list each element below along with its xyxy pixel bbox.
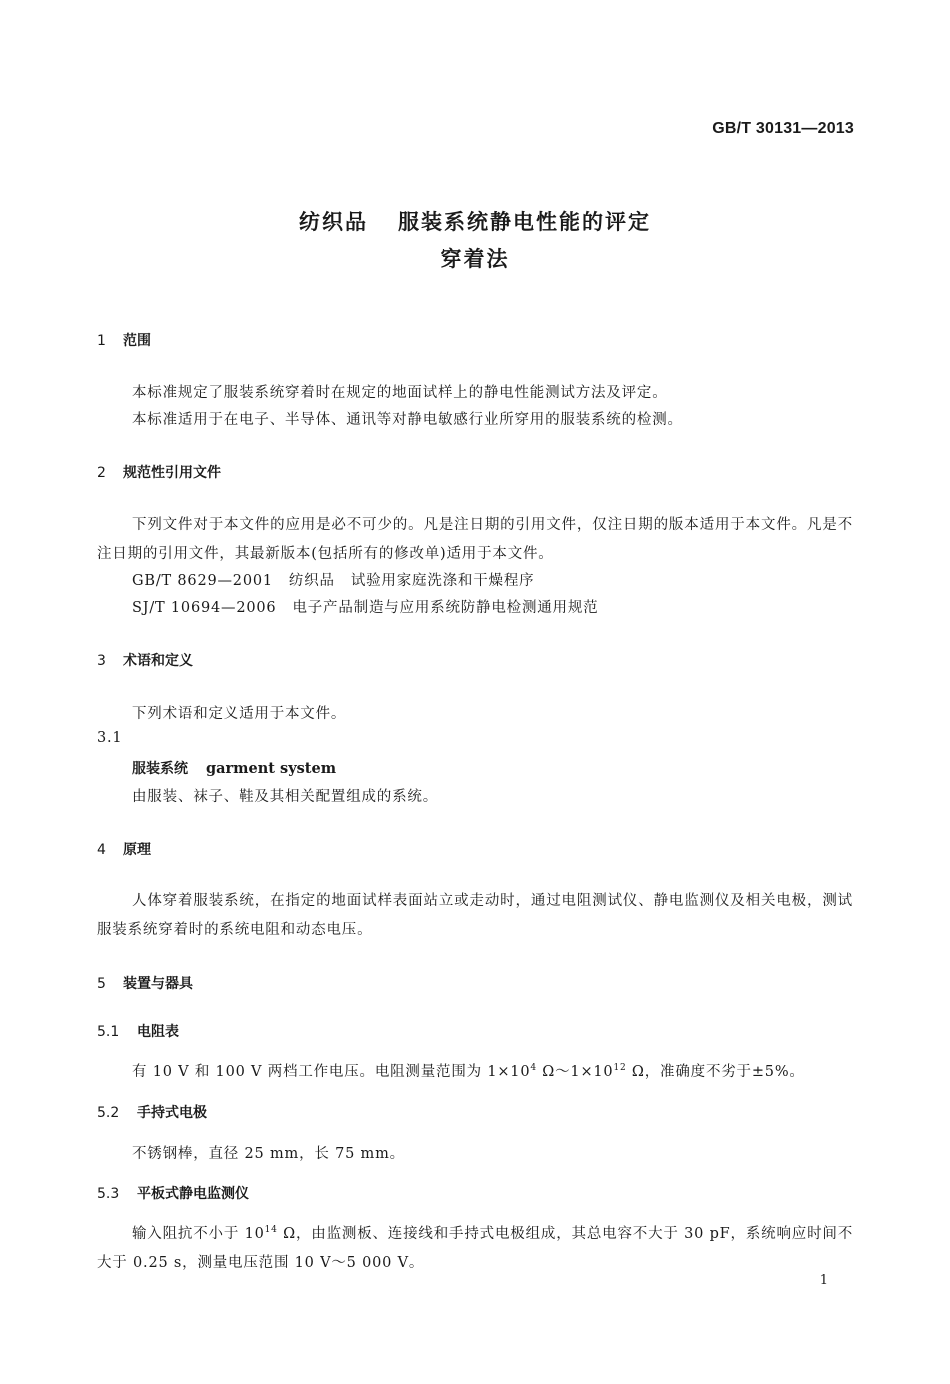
section-3-heading: 3 术语和定义 xyxy=(97,653,193,669)
term-english: garment system xyxy=(206,760,337,777)
subsection-5-3-heading: 5.3 平板式静电监测仪 xyxy=(97,1186,249,1202)
section-2-heading: 2 规范性引用文件 xyxy=(97,465,221,481)
section-4-paragraph: 人体穿着服装系统，在指定的地面试样表面站立或走动时，通过电阻测试仪、静电监测仪及相关电极，测试服装系统穿着时的系统电阻和动态电压。 xyxy=(97,893,853,938)
document-subtitle: 穿着法 xyxy=(440,247,510,271)
document-title xyxy=(0,206,950,236)
subsection-5-1-heading: 5.1 电阻表 xyxy=(97,1024,179,1040)
term-chinese: 服装系统 xyxy=(132,761,188,777)
title-part-b: 服装系统静电性能的评定 xyxy=(398,210,651,234)
subsection-5-1-paragraph: 有 10 V 和 100 V 两档工作电压。电阻测量范围为 $1\times 10^4$ $\Omega\sim 1\times 10^{12}$ Ω，准确度不劣于±5%。 xyxy=(132,1063,805,1080)
term-entry xyxy=(132,758,336,778)
subsection-5-2-paragraph: 不锈钢棒，直径 25 mm，长 75 mm。 xyxy=(132,1146,405,1162)
term-definition: 由服装、袜子、鞋及其相关配置组成的系统。 xyxy=(132,789,438,805)
reference-2: SJ/T 10694—2006 电子产品制造与应用系统防静电检测通用规范 xyxy=(132,600,599,616)
subsection-3-1-number: 3.1 xyxy=(97,730,123,746)
section-4-heading: 4 原理 xyxy=(97,842,151,858)
section-1-paragraph-2: 本标准适用于在电子、半导体、通讯等对静电敏感行业所穿用的服装系统的检测。 xyxy=(132,412,683,428)
section-1-heading: 1 范围 xyxy=(97,333,151,349)
standard-number: GB/T 30131—2013 xyxy=(712,120,854,137)
subsection-5-3-paragraph: 输入阻抗不小于 $10^{14}$ Ω，由监测板、连接线和手持式电极组成，其总电容不大于 30 pF，系统响应时间不大于 0.25 s，测量电压范围 10 V～5 000 V。 xyxy=(97,1225,853,1271)
reference-1: GB/T 8629—2001 纺织品 试验用家庭洗涤和干燥程序 xyxy=(132,573,535,589)
section-2-paragraph: 下列文件对于本文件的应用是必不可少的。凡是注日期的引用文件，仅注日期的版本适用于本文件。凡是不注日期的引用文件，其最新版本(包括所有的修改单)适用于本文件。 xyxy=(97,517,853,562)
subsection-5-2-heading: 5.2 手持式电极 xyxy=(97,1105,207,1121)
section-1-paragraph-1: 本标准规定了服装系统穿着时在规定的地面试样上的静电性能测试方法及评定。 xyxy=(132,385,668,401)
title-part-a: 纺织品 xyxy=(299,210,368,234)
section-3-paragraph: 下列术语和定义适用于本文件。 xyxy=(132,706,347,722)
section-5-heading: 5 装置与器具 xyxy=(97,976,193,992)
page-number: 1 xyxy=(819,1273,828,1288)
